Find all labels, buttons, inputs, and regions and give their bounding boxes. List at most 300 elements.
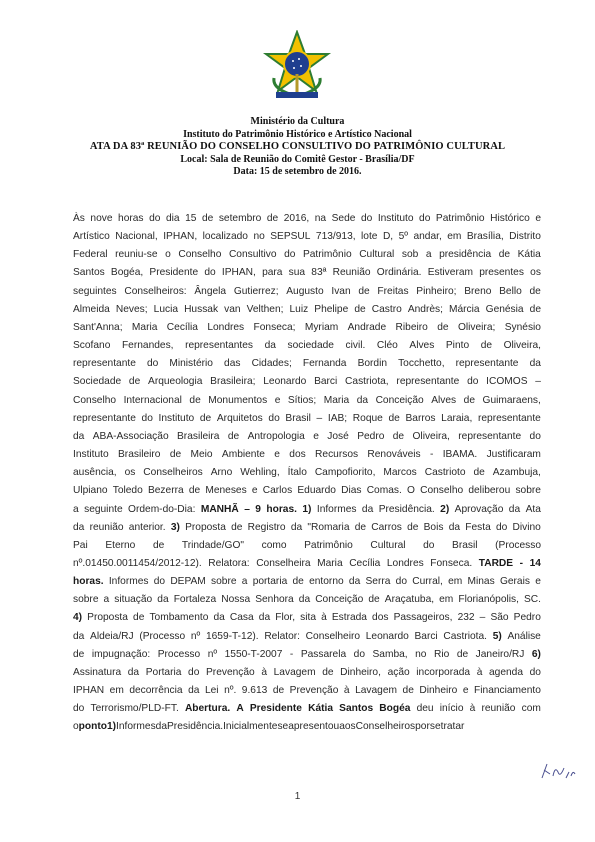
word: Myriam xyxy=(304,321,339,333)
word: Oliveira, xyxy=(412,430,450,442)
word: Campofiorito, xyxy=(314,467,376,479)
word: e xyxy=(462,685,469,697)
word: reunião xyxy=(89,521,124,533)
word: sita xyxy=(300,612,316,624)
bold-word: 6) xyxy=(531,648,541,660)
word: e xyxy=(535,213,541,224)
word: se xyxy=(277,721,289,733)
word: da xyxy=(348,576,361,588)
body-line xyxy=(73,246,541,264)
word: Bezerra xyxy=(147,485,184,497)
word: sobre xyxy=(73,594,99,606)
body-line xyxy=(73,210,541,228)
word: à xyxy=(469,703,476,715)
word: Bogéa, xyxy=(110,267,144,279)
word: Carlos xyxy=(262,485,293,497)
word: da xyxy=(361,503,374,515)
word: Brasileiro xyxy=(118,449,161,461)
word: das xyxy=(224,358,241,370)
word: Conselho xyxy=(178,249,222,261)
word: sociedade xyxy=(287,340,334,352)
word: apresentou xyxy=(288,721,340,733)
document-header xyxy=(50,116,545,179)
word: Brasileira; xyxy=(210,376,256,388)
bold-word: MANHÃ xyxy=(200,503,239,515)
word: Maria xyxy=(131,321,158,333)
word: representante xyxy=(458,430,522,442)
word: Instituto xyxy=(377,213,414,224)
word: (Processo xyxy=(495,539,541,551)
word: Leonardo xyxy=(263,376,307,388)
word: – xyxy=(479,612,486,624)
word: "Romaria xyxy=(307,521,350,533)
word: sobre xyxy=(211,576,237,588)
bold-word: 1) xyxy=(106,721,117,733)
word: Fernanda xyxy=(302,358,347,370)
word: do xyxy=(529,666,541,678)
word: Oliveira; xyxy=(457,321,496,333)
bold-word: 3) xyxy=(170,521,180,533)
body-line xyxy=(73,501,541,519)
word: aos xyxy=(339,721,356,733)
bold-word: 2) xyxy=(440,503,450,515)
word: nº xyxy=(190,630,201,642)
word: entorno xyxy=(309,576,344,588)
word: a xyxy=(103,594,110,606)
word: Financiamento xyxy=(474,685,541,697)
word: da xyxy=(157,594,169,606)
word: da xyxy=(155,721,168,733)
body-line xyxy=(73,482,541,500)
word: 5º xyxy=(398,231,408,243)
word: Brasileira xyxy=(177,430,220,442)
word: Azambuja, xyxy=(492,467,541,479)
word: Oliveira, xyxy=(503,340,541,352)
word: de xyxy=(392,430,405,442)
word: à xyxy=(343,685,350,697)
word: do xyxy=(204,267,216,279)
word: Ata xyxy=(525,503,541,515)
word: de xyxy=(272,685,285,697)
word: Recursos xyxy=(315,449,359,461)
word: sua xyxy=(288,267,306,279)
word: Fonseca. xyxy=(430,557,473,569)
word: representante xyxy=(396,376,460,388)
word: (Processo xyxy=(139,630,186,642)
word: lote xyxy=(361,231,378,243)
word: à xyxy=(476,666,483,678)
word: Bordin xyxy=(357,358,388,370)
word: à xyxy=(261,666,268,678)
word: de xyxy=(133,612,145,624)
body-line xyxy=(73,664,541,682)
word: Dinheiro xyxy=(419,685,458,697)
word: em xyxy=(109,685,124,697)
word: Pinheiro; xyxy=(416,285,457,297)
body-line xyxy=(73,682,541,700)
word: da xyxy=(298,594,311,606)
word: Sant'Anna; xyxy=(73,321,123,333)
word: Gerais xyxy=(499,576,530,588)
word: Curral, xyxy=(412,576,443,588)
word: Relator: xyxy=(264,630,300,642)
word: José xyxy=(327,430,349,442)
body-line xyxy=(73,609,541,627)
word: com xyxy=(521,703,541,715)
word: nº. xyxy=(224,685,237,697)
word: de xyxy=(437,321,449,333)
word: Arquitetos xyxy=(216,412,263,424)
word: Pai xyxy=(73,539,88,551)
body-line xyxy=(73,555,541,573)
word: Pinto xyxy=(445,340,470,352)
word: presentes xyxy=(479,267,524,279)
word: da xyxy=(508,503,521,515)
word: Monumentos xyxy=(208,394,268,406)
institute-name: Instituto do Patrimônio Histórico e Artístico Nacional xyxy=(183,128,412,140)
word: à xyxy=(321,612,327,624)
word: os xyxy=(530,267,541,279)
word: Castro xyxy=(371,303,402,315)
word: e xyxy=(313,430,319,442)
word: reuniu-se xyxy=(115,249,158,261)
word: Nossa xyxy=(221,594,251,606)
body-line xyxy=(73,301,541,319)
word: de xyxy=(189,394,201,406)
word: Santos xyxy=(73,267,105,279)
bold-word: Bogéa xyxy=(379,703,411,715)
word: Lucia xyxy=(153,303,179,315)
word: Castriota, xyxy=(345,376,389,388)
word: da xyxy=(258,612,271,624)
word: 232 xyxy=(457,612,475,624)
word: Araçatuba, xyxy=(384,594,435,606)
word: Florianópolis, xyxy=(458,594,519,606)
word: Consultivo xyxy=(228,249,277,261)
word: de xyxy=(152,539,165,551)
bold-word: ponto xyxy=(78,721,107,733)
word: Histórico xyxy=(490,213,530,224)
word: Alves xyxy=(431,394,457,406)
word: Breno xyxy=(464,285,492,297)
word: nove xyxy=(90,213,113,224)
word: Hussak xyxy=(184,303,219,315)
word: Renováveis xyxy=(367,449,421,461)
body-line xyxy=(73,355,541,373)
word: como xyxy=(261,539,287,551)
word: início xyxy=(439,703,464,715)
word: Conselho xyxy=(420,485,464,497)
word: IPHAN, xyxy=(221,267,256,279)
word: representante xyxy=(477,412,541,424)
word: Tocchetto, xyxy=(398,358,445,370)
word: e xyxy=(274,394,281,406)
word: D, xyxy=(382,231,394,243)
word: IAB; xyxy=(327,412,348,424)
word: da xyxy=(356,394,369,406)
word: Antropologia xyxy=(247,430,305,442)
word: Portaria xyxy=(145,666,182,678)
word: Rio xyxy=(434,648,450,660)
word: dos xyxy=(372,612,389,624)
word: Proposta xyxy=(185,521,226,533)
word: seguintes xyxy=(73,285,117,297)
word: de xyxy=(473,467,485,479)
word: por xyxy=(415,721,430,733)
word: representante xyxy=(73,358,136,370)
word: de xyxy=(407,521,419,533)
word: Conselho xyxy=(73,394,117,406)
word: Cecília xyxy=(166,321,198,333)
body-line xyxy=(73,537,541,555)
word: Prevenção xyxy=(206,666,255,678)
word: Lei xyxy=(204,685,219,697)
word: da xyxy=(127,666,140,678)
word: Janeiro/RJ xyxy=(475,648,525,660)
word: Brasil xyxy=(285,412,311,424)
word: Eduardo xyxy=(297,485,336,497)
word: Conselheira xyxy=(256,557,311,569)
word: situação xyxy=(114,594,153,606)
meeting-date: Data: 15 de setembro de 2016. xyxy=(233,166,362,177)
word: Assinatura xyxy=(73,666,122,678)
word: Relatora: xyxy=(208,557,250,569)
word: O xyxy=(406,485,415,497)
word: a xyxy=(73,503,79,515)
word: Márcia xyxy=(449,303,480,315)
word: representantes xyxy=(185,340,254,352)
word: de xyxy=(354,521,367,533)
word: 2016, xyxy=(283,213,310,224)
word: Terrorismo/PLD-FT. xyxy=(90,703,179,715)
word: Dinheiro, xyxy=(340,666,381,678)
word: Informes xyxy=(316,503,357,515)
word: Almeida xyxy=(73,303,110,315)
word: presidência xyxy=(439,249,492,261)
word: Conselheiros: xyxy=(124,285,187,297)
bold-word: Santos xyxy=(339,703,374,715)
word: Scofano xyxy=(73,340,111,352)
word: Bois xyxy=(423,521,444,533)
word: seguinte xyxy=(84,503,123,515)
word: Fernandes, xyxy=(121,340,174,352)
word: Genésia xyxy=(485,303,524,315)
word: Meio xyxy=(190,449,213,461)
word: do xyxy=(149,213,161,224)
word: IPHAN xyxy=(73,685,105,697)
word: DEPAM xyxy=(170,576,206,588)
word: Análise xyxy=(507,630,541,642)
word: Carros xyxy=(371,521,402,533)
bold-word: 1) xyxy=(302,503,312,515)
word: 713/913, xyxy=(315,231,356,243)
word: na xyxy=(314,213,327,224)
word: Festa xyxy=(465,521,491,533)
body-line xyxy=(73,718,541,736)
word: Ulpiano xyxy=(73,485,108,497)
word: impugnação: xyxy=(91,648,151,660)
word: IBAMA. xyxy=(442,449,478,461)
word: Eterno xyxy=(105,539,136,551)
word: horas xyxy=(118,213,144,224)
ministry-name: Ministério da Cultura xyxy=(250,116,345,127)
word: Samba, xyxy=(372,648,408,660)
word: Presidência. xyxy=(167,721,224,733)
word: SEPSUL xyxy=(270,231,311,243)
word: portaria xyxy=(252,576,288,588)
word: Cecília xyxy=(349,557,381,569)
body-line xyxy=(73,464,541,482)
word: Patrimônio xyxy=(435,213,485,224)
bold-word: – xyxy=(244,503,250,515)
word: localizado xyxy=(202,231,248,243)
word: Federal xyxy=(73,249,108,261)
word: Ambiente xyxy=(221,449,265,461)
word: Às xyxy=(73,213,85,224)
word: Presidência. xyxy=(378,503,435,515)
word: de xyxy=(199,412,212,424)
word: a xyxy=(241,576,248,588)
body-line xyxy=(73,337,541,355)
word: 1550-T-2007 xyxy=(224,648,283,660)
word: do xyxy=(419,213,431,224)
word: Ítalo xyxy=(287,467,307,479)
word: Pedro xyxy=(357,430,385,442)
word: Castrioto xyxy=(424,467,466,479)
word: Trindade/GO" xyxy=(181,539,244,551)
word: do xyxy=(360,213,373,224)
word: anterior. xyxy=(128,521,166,533)
word: Augusto xyxy=(286,285,324,297)
word: Informes xyxy=(108,576,149,588)
word: do xyxy=(153,576,166,588)
word: Sociedade xyxy=(73,376,122,388)
word: 83ª xyxy=(311,267,327,279)
word: São xyxy=(490,612,509,624)
body-line xyxy=(73,392,541,410)
word: do xyxy=(73,703,85,715)
word: Marcos xyxy=(383,467,417,479)
word: Luiz xyxy=(289,303,309,315)
word: Meneses xyxy=(205,485,247,497)
word: da xyxy=(448,521,461,533)
word: e xyxy=(274,449,280,461)
word: do xyxy=(395,576,408,588)
body-line xyxy=(73,573,541,591)
word: de xyxy=(292,576,304,588)
word: Casa xyxy=(229,612,254,624)
word: Aprovação xyxy=(454,503,504,515)
document-title: ATA DA 83ª REUNIÃO DO CONSELHO CONSULTIVO DO PATRIMÔNIO CULTURAL xyxy=(89,141,506,152)
bold-word: 4) xyxy=(73,612,83,624)
word: de xyxy=(456,648,469,660)
word: de xyxy=(73,648,85,660)
word: Andrade xyxy=(347,321,387,333)
word: da xyxy=(73,630,85,642)
word: - xyxy=(429,449,434,461)
word: – xyxy=(535,376,541,388)
bold-word: TARDE xyxy=(478,557,514,569)
word: nº.01450.0011454/2012-12). xyxy=(73,557,202,569)
word: do xyxy=(353,648,365,660)
word: Roque xyxy=(352,412,383,424)
body-line xyxy=(73,646,541,664)
word: de xyxy=(188,485,201,497)
word: de xyxy=(322,666,334,678)
word: Ivan xyxy=(331,285,351,297)
bold-word: - xyxy=(519,557,524,569)
word: do xyxy=(188,666,200,678)
word: Instituto xyxy=(158,412,195,424)
word: Kátia xyxy=(517,249,541,261)
word: Londres xyxy=(386,557,424,569)
word: Alves xyxy=(409,340,435,352)
body-line xyxy=(73,628,541,646)
word: setembro xyxy=(218,213,262,224)
word: Ângela xyxy=(194,285,227,297)
word: no xyxy=(415,648,427,660)
word: se xyxy=(429,721,441,733)
word: Passarela xyxy=(300,648,347,660)
word: do xyxy=(423,539,435,551)
word: Conceição xyxy=(375,394,424,406)
word: Estrada xyxy=(331,612,367,624)
word: Artístico xyxy=(73,231,110,243)
word: de xyxy=(498,249,511,261)
word: do xyxy=(141,412,153,424)
word: andar, xyxy=(413,231,442,243)
bold-word: 5) xyxy=(492,630,502,642)
body-line xyxy=(73,228,541,246)
word: Ordinária. xyxy=(376,267,422,279)
bold-word: horas. xyxy=(73,576,104,588)
page-number: 1 xyxy=(294,791,301,802)
word: a xyxy=(425,249,432,261)
word: Laraia, xyxy=(441,412,473,424)
bold-word: 9 xyxy=(255,503,261,515)
body-line xyxy=(73,446,541,464)
word: Andrès; xyxy=(407,303,443,315)
body-line xyxy=(73,410,541,428)
word: Tombamento xyxy=(149,612,209,624)
word: Ribeiro xyxy=(395,321,428,333)
emblem-ribbon xyxy=(276,92,318,98)
word: SC. xyxy=(524,594,541,606)
word: deu xyxy=(416,703,434,715)
word: Phelipe xyxy=(314,303,349,315)
word: os xyxy=(124,467,136,479)
word: de xyxy=(388,412,400,424)
word: de xyxy=(529,303,541,315)
word: Estiveram xyxy=(427,267,473,279)
word: da xyxy=(73,521,85,533)
bold-word: Abertura. xyxy=(184,703,231,715)
word: Pedro xyxy=(513,612,541,624)
word: de xyxy=(463,394,476,406)
word: de xyxy=(358,285,370,297)
bold-word: Kátia xyxy=(308,703,334,715)
word: Cultural xyxy=(370,539,406,551)
body-line xyxy=(73,428,541,446)
word: e xyxy=(535,576,541,588)
word: 15 xyxy=(185,213,197,224)
word: Proposta xyxy=(87,612,128,624)
word: de xyxy=(128,376,141,388)
word: Distrito xyxy=(509,231,541,243)
word: Ordem-do-Dia: xyxy=(128,503,196,515)
word: IPHAN, xyxy=(163,231,198,243)
word: em xyxy=(448,576,463,588)
